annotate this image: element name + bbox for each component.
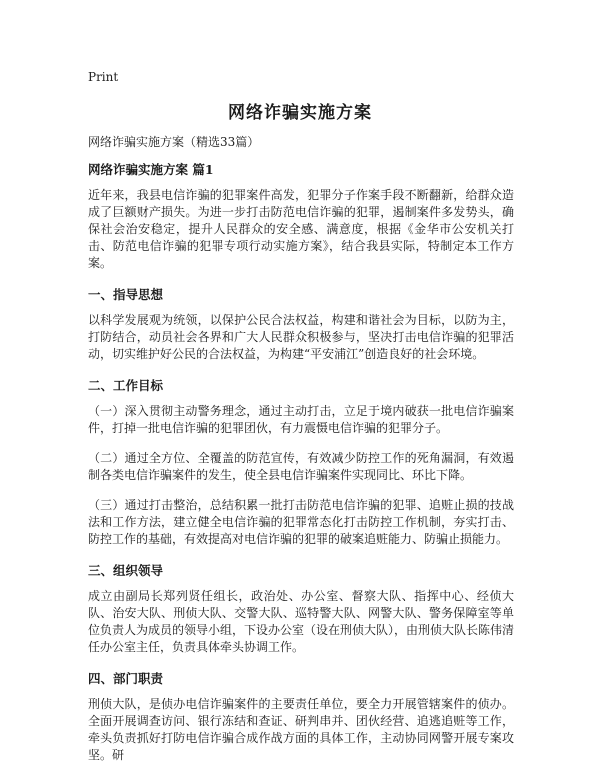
section-paragraph: 刑侦大队，是侦办电信诈骗案件的主要责任单位，要全力开展管辖案件的侦办。全面开展调查访问、银行冻结和查证、研判串并、团伙经营、追逃追赃等工作，牵头负责抓好打防电信诈骗合成作战方面的具体工作，主动协同网警开展专案攻坚。研: [88, 697, 514, 762]
print-link[interactable]: Print: [88, 70, 119, 84]
document-subtitle: 网络诈骗实施方案（精选33篇）: [88, 135, 260, 149]
document-title: 网络诈骗实施方案: [228, 103, 372, 123]
article-heading: 网络诈骗实施方案 篇1: [88, 162, 214, 177]
section-paragraph: （二）通过全方位、全覆盖的防范宣传，有效减少防控工作的死角漏洞，有效遏制各类电信诈骗案件的发生，使全县电信诈骗案件实现同比、环比下降。: [88, 451, 514, 482]
section-paragraph: 以科学发展观为统领，以保护公民合法权益，构建和谐社会为目标，以防为主，打防结合，动员社会各界和广大人民群众积极参与，坚决打击电信诈骗的犯罪活动，切实维护好公民的合法权益，为构建“平安浦江”创造良好的社会环境。: [88, 313, 514, 361]
section-heading-work-goals: 二、工作目标: [88, 378, 164, 393]
section-paragraph: （一）深入贯彻主动警务理念，通过主动打击，立足于境内破获一批电信诈骗案件，打掉一批电信诈骗的犯罪团伙，有力震慑电信诈骗的犯罪分子。: [88, 404, 514, 435]
section-heading-organization: 三、组织领导: [88, 563, 164, 578]
section-paragraph: （三）通过打击整治，总结积累一批打击防范电信诈骗的犯罪、追赃止损的技战法和工作方法，建立健全电信诈骗的犯罪常态化打击防控工作机制，夯实打击、防控工作的基础，有效提高对电信诈骗的犯罪的破案追赃能力、防骗止损能力。: [88, 498, 514, 546]
section-heading-guiding-ideology: 一、指导思想: [88, 287, 164, 302]
document-body: [88, 133, 514, 776]
section-paragraph: 成立由副局长郑列贤任组长，政治处、办公室、督察大队、指挥中心、经侦大队、治安大队、刑侦大队、交警大队、巡特警大队、网警大队、警务保障室等单位负责人为成员的领导小组，下设办公室（设在刑侦大队），由刑侦大队长陈伟清任办公室主任，负责具体牵头协调工作。: [88, 589, 515, 654]
intro-paragraph: 近年来，我县电信诈骗的犯罪案件高发，犯罪分子作案手段不断翻新，给群众造成了巨额财产损失。为进一步打击防范电信诈骗的犯罪，遏制案件多发势头，确保社会治安稳定，提升人民群众的安全感、满意度，根据《金华市公安机关打击、防范电信诈骗的犯罪专项行动实施方案》，结合我县实际，特制定本工作方案。: [88, 188, 514, 270]
section-heading-department-duties: 四、部门职责: [88, 671, 164, 686]
